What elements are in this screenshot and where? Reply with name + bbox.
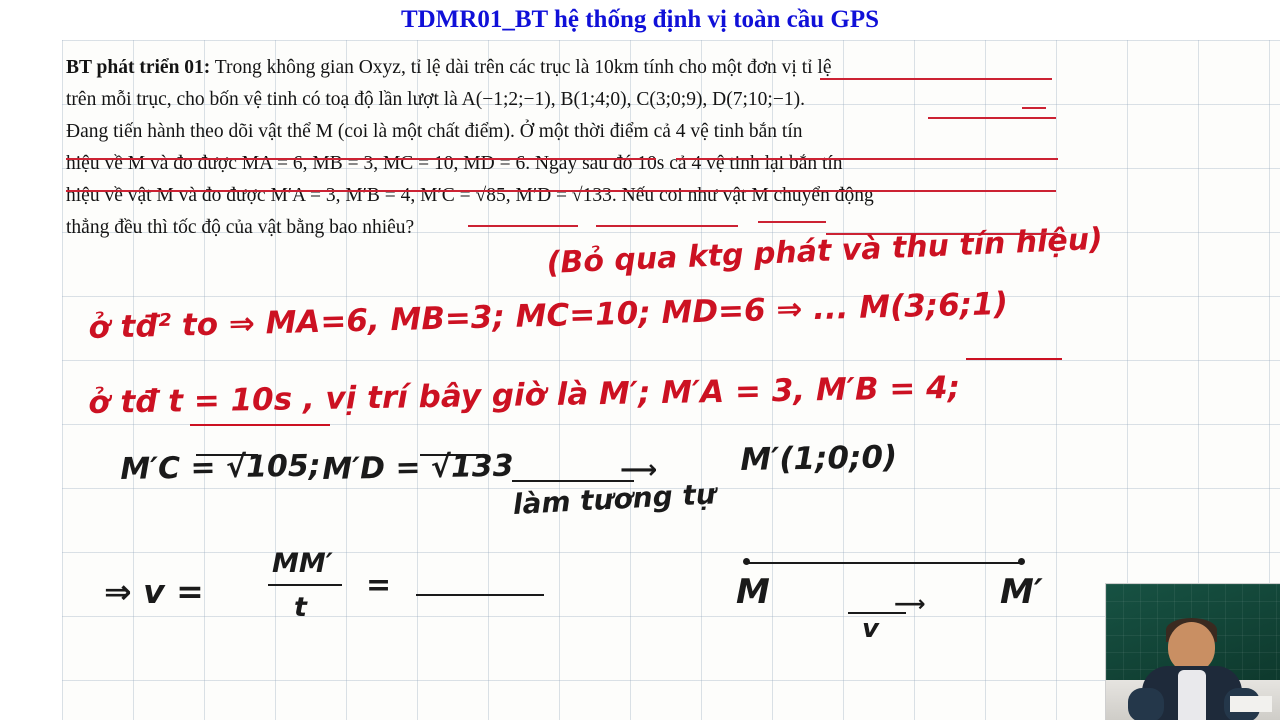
- handwritten-overline-133: [420, 454, 482, 456]
- handwritten-underline-t10s: [190, 424, 330, 426]
- problem-line-2: trên mỗi trục, cho bốn vệ tinh có toạ độ lần lượt là A(−1;2;−1), B(1;4;0), C(3;0;9), D(7;10;−1).: [66, 89, 805, 110]
- handwritten-line-2: ở tđ t = 10s , vị trí bây giờ là M′; M′A = 3, M′B = 4;: [88, 369, 961, 421]
- diagram-label-M: M: [736, 572, 770, 612]
- diagram-segment: [746, 562, 1024, 564]
- handwritten-line-3d: M′(1;0;0): [740, 439, 898, 478]
- handwritten-fraction-numerator: MM′: [272, 548, 333, 579]
- annotation-strike-133: [758, 221, 826, 223]
- problem-line-1-rest: Trong không gian Oxyz, tỉ lệ dài trên các trục là 10km tính cho một đơn vị tỉ lệ: [210, 57, 832, 78]
- problem-line-6: thẳng đều thì tốc độ của vật bằng bao nhiêu?: [66, 217, 415, 238]
- handwritten-arrow-head-icon: ⟶: [620, 455, 658, 485]
- annotation-underline-7: [596, 225, 738, 227]
- page-title: TDMR01_BT hệ thống định vị toàn cầu GPS: [400, 6, 880, 33]
- handwritten-result-prefix: ⇒ v =: [104, 572, 204, 611]
- handwritten-overline-105: [196, 454, 258, 456]
- handwritten-line-3c: làm tương tự: [512, 477, 717, 521]
- diagram-vector-label: v: [862, 614, 879, 644]
- handwritten-line-3a: M′C = √105;: [120, 448, 322, 487]
- handwritten-fraction-denominator: t: [294, 592, 307, 623]
- handwritten-arrow-shaft: [512, 480, 634, 482]
- handwritten-line-3b: M′D = √133: [322, 448, 514, 487]
- handwritten-answer-blank: [416, 594, 544, 596]
- problem-line-5: hiệu về vật M và đo được M′A = 3, M′B = 4, M′C = √85, M′D = √133. Nếu coi như vật M chuyển động: [66, 185, 874, 206]
- handwritten-fraction-bar: [268, 584, 342, 586]
- annotation-underline-1: [820, 78, 1052, 80]
- diagram-label-Mprime: M′: [1000, 572, 1043, 612]
- page-title-bar: [0, 0, 1280, 40]
- problem-label: BT phát triển 01:: [66, 57, 211, 78]
- handwritten-line-1: ở tđ² to ⇒ MA=6, MB=3; MC=10; MD=6 ⇒ ... M(3;6;1): [88, 285, 1009, 346]
- webcam-presenter-shirt: [1178, 670, 1206, 720]
- handwritten-underline-M361: [966, 358, 1062, 360]
- presenter-webcam-inset: [1105, 583, 1280, 720]
- diagram-vector-arrow-head-icon: ⟶: [894, 592, 926, 617]
- annotation-underline-6: [468, 225, 578, 227]
- diagram-point-Mprime: [1018, 558, 1025, 565]
- annotation-underline-2: [928, 117, 1056, 119]
- problem-line-4: hiệu về M và đo được MA = 6, MB = 3, MC = 10, MD = 6. Ngay sau đó 10s cả 4 vệ tinh lại bắn tín: [66, 153, 843, 174]
- diagram-point-M: [743, 558, 750, 565]
- annotation-underline-3: [66, 158, 656, 160]
- annotation-underline-4: [676, 158, 1058, 160]
- webcam-presenter-left-arm: [1128, 688, 1164, 720]
- webcam-desk-paper: [1230, 696, 1272, 712]
- problem-statement: [66, 52, 1066, 244]
- problem-line-3: Đang tiến hành theo dõi vật thể M (coi là một chất điểm). Ở một thời điểm cả 4 vệ tinh bắn tín: [66, 121, 803, 142]
- handwritten-equals: =: [366, 568, 392, 603]
- handwritten-note-parenthetical: (Bỏ qua ktg phát và thu tín hiệu): [546, 221, 1104, 281]
- webcam-presenter-head: [1168, 622, 1215, 672]
- annotation-underline-5: [66, 190, 1056, 192]
- left-margin: [0, 40, 62, 720]
- annotation-underline-9: [1022, 107, 1046, 109]
